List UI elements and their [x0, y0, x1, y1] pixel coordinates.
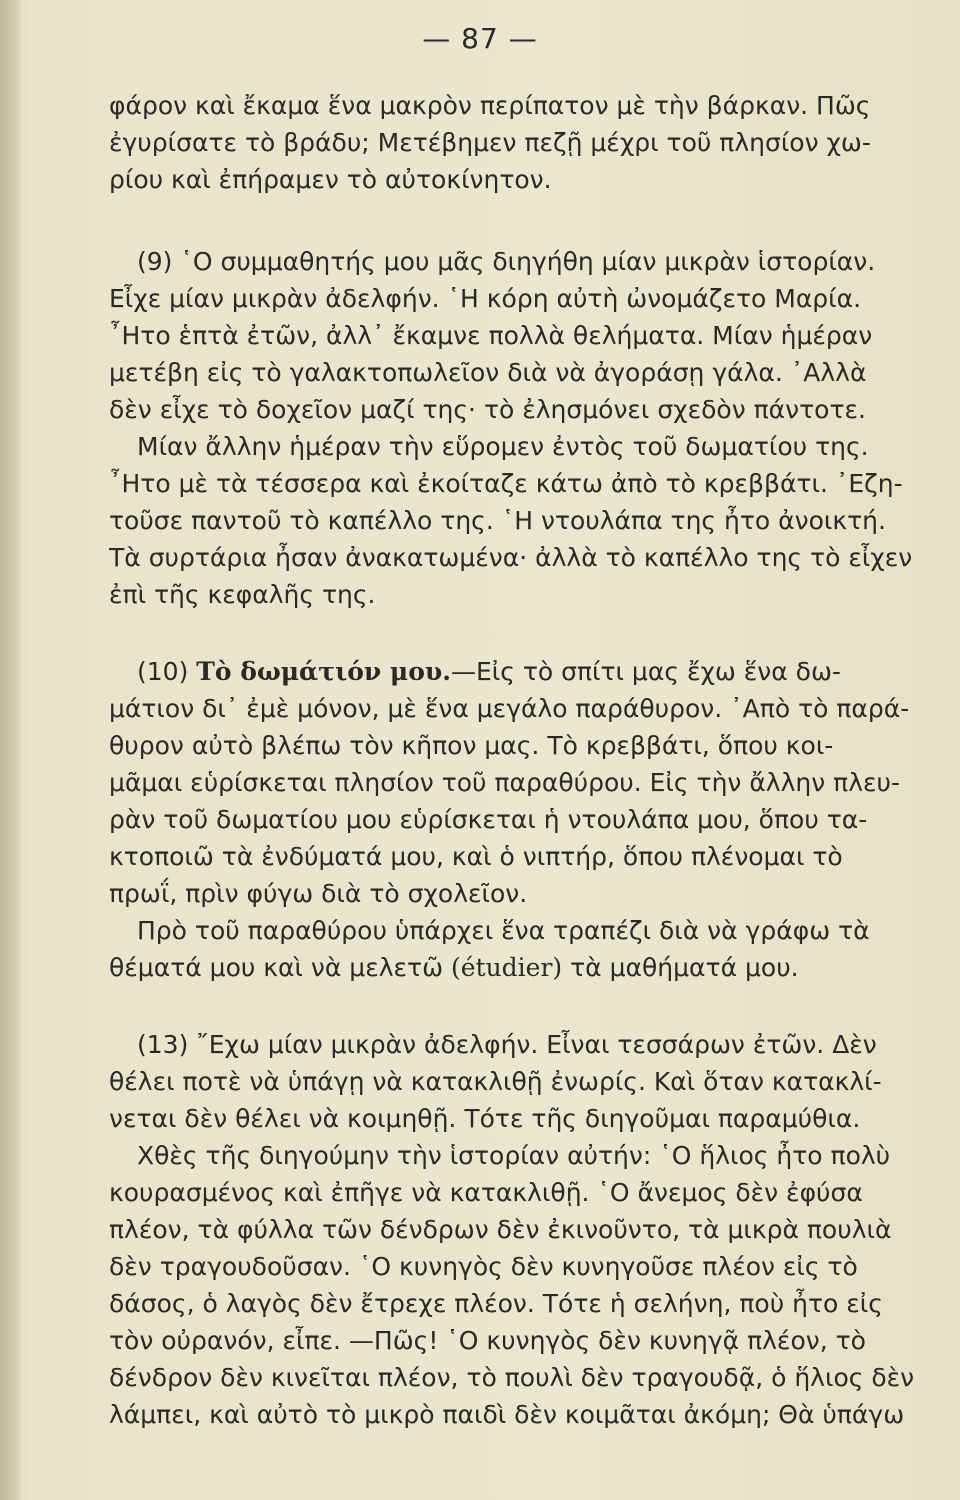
text-line: (13) ῎Εχω μίαν μικρὰν ἀδελφήν. Εἶναι τεσσάρων ἐτῶν. Δὲν — [137, 1030, 877, 1059]
text-line: ῏Ητο ἑπτὰ ἐτῶν, ἀλλ᾿ ἔκαμνε πολλὰ θελήματα. Μίαν ἡμέραν — [109, 321, 873, 350]
french-word: (étudier) — [450, 953, 563, 982]
page-number: — 87 — — [422, 22, 538, 55]
text-line: Τὰ συρτάρια ἦσαν ἀνακατωμένα· ἀλλὰ τὸ καπέλλο της τὸ εἶχεν — [109, 543, 913, 572]
text-line: τὸν οὐρανόν, εἶπε. —Πῶς! ῾Ο κυνηγὸς δὲν κυνηγᾷ πλέον, τὸ — [109, 1326, 866, 1355]
text-line: δὲν τραγουδοῦσαν. ῾Ο κυνηγὸς δὲν κυνηγοῦσε πλέον εἰς τὸ — [109, 1252, 858, 1281]
text-line: νεται δὲν θέλει νὰ κοιμηθῇ. Τότε τῆς διηγοῦμαι παραμύθια. — [109, 1104, 861, 1133]
text-line: πρωΐ, πρὶν φύγω διὰ τὸ σχολεῖον. — [109, 879, 528, 908]
text-line: κτοποιῶ τὰ ἐνδύματά μου, καὶ ὁ νιπτήρ, ὅπου πλένομαι τὸ — [109, 842, 843, 871]
text-line: Μίαν ἄλλην ἡμέραν τὴν εὕρομεν ἐντὸς τοῦ δωματίου της. — [137, 432, 869, 461]
text-line: ἐπὶ τῆς κεφαλῆς της. — [109, 580, 376, 609]
text-line: ρίου καὶ ἐπήραμεν τὸ αὐτοκίνητον. — [109, 165, 552, 194]
text-line: θέματά μου καὶ νὰ μελετῶ (étudier) τὰ μαθήματά μου. — [0, 950, 960, 986]
text-line: θέλει ποτὲ νὰ ὑπάγῃ νὰ κατακλιθῇ ἐνωρίς. Καὶ ὅταν κατακλί- — [109, 1067, 882, 1096]
text-line: μᾶμαι εὑρίσκεται πλησίον τοῦ παραθύρου. Εἰς τὴν ἄλλην πλευ- — [109, 768, 900, 797]
text-line: Πρὸ τοῦ παραθύρου ὑπάρχει ἕνα τραπέζι διὰ νὰ γράφω τὰ — [137, 916, 870, 945]
text-line: φάρον καὶ ἔκαμα ἕνα μακρὸν περίπατον μὲ τὴν βάρκαν. Πῶς — [109, 91, 871, 120]
text-line: μετέβη εἰς τὸ γαλακτοπωλεῖον διὰ νὰ ἀγοράσῃ γάλα. ᾿Αλλὰ — [109, 358, 867, 387]
text-line: πλέον, τὰ φύλλα τῶν δένδρων δὲν ἐκινοῦντο, τὰ μικρὰ πουλιὰ — [109, 1215, 892, 1244]
text-line: δὲν εἶχε τὸ δοχεῖον μαζί της· τὸ ἐλησμόνει σχεδὸν πάντοτε. — [109, 395, 866, 424]
text-line: (9) ῾Ο συμμαθητής μου μᾶς διηγήθη μίαν μικρὰν ἱστορίαν. — [137, 247, 876, 276]
section-title: Τὸ δωμάτιόν μου. — [196, 657, 451, 686]
text-line: Εἶχε μίαν μικρὰν ἀδελφήν. ῾Η κόρη αὐτὴ ὠνομάζετο Μαρία. — [109, 284, 862, 313]
section-number: (10) — [137, 657, 189, 686]
text-line: δάσος, ὁ λαγὸς δὲν ἔτρεχε πλέον. Τότε ἡ σελήνη, ποὺ ἦτο εἰς — [109, 1289, 883, 1318]
text-line: μάτιον δι᾿ ἐμὲ μόνον, μὲ ἕνα μεγάλο παράθυρον. ᾿Απὸ τὸ παρά- — [109, 694, 910, 723]
text-line: Χθὲς τῆς διηγούμην τὴν ἱστορίαν αὐτήν: ῾Ο ἥλιος ἦτο πολὺ — [137, 1141, 891, 1170]
section-text: —Εἰς τὸ σπίτι μας ἔχω ἕνα δω- — [450, 657, 841, 686]
text-line: κουρασμένος καὶ ἐπῆγε νὰ κατακλιθῇ. ῾Ο ἄνεμος δὲν ἐφύσα — [109, 1178, 863, 1207]
text-line: θυρον αὐτὸ βλέπω τὸν κῆπον μας. Τὸ κρεββάτι, ὅπου κοι- — [109, 731, 834, 760]
section-heading-line — [0, 654, 960, 690]
text-line: τοῦσε παντοῦ τὸ καπέλλο της. ῾Η ντουλάπα της ἦτο ἀνοικτή. — [109, 506, 886, 535]
text-line: ῏Ητο μὲ τὰ τέσσερα καὶ ἐκοίταζε κάτω ἀπὸ τὸ κρεββάτι. ᾿Εζη- — [109, 469, 903, 498]
text-line: δένδρον δὲν κινεῖται πλέον, τὸ πουλὶ δὲν τραγουδᾷ, ὁ ἥλιος δὲν — [109, 1363, 915, 1392]
text-line: ρὰν τοῦ δωματίου μου εὑρίσκεται ἡ ντουλάπα μου, ὅπου τα- — [109, 805, 868, 834]
text-line: ἐγυρίσατε τὸ βράδυ; Μετέβημεν πεζῇ μέχρι τοῦ πλησίον χω- — [109, 128, 871, 157]
text-line: λάμπει, καὶ αὐτὸ τὸ μικρὸ παιδὶ δὲν κοιμᾶται ἀκόμη; Θὰ ὑπάγω — [109, 1400, 905, 1429]
